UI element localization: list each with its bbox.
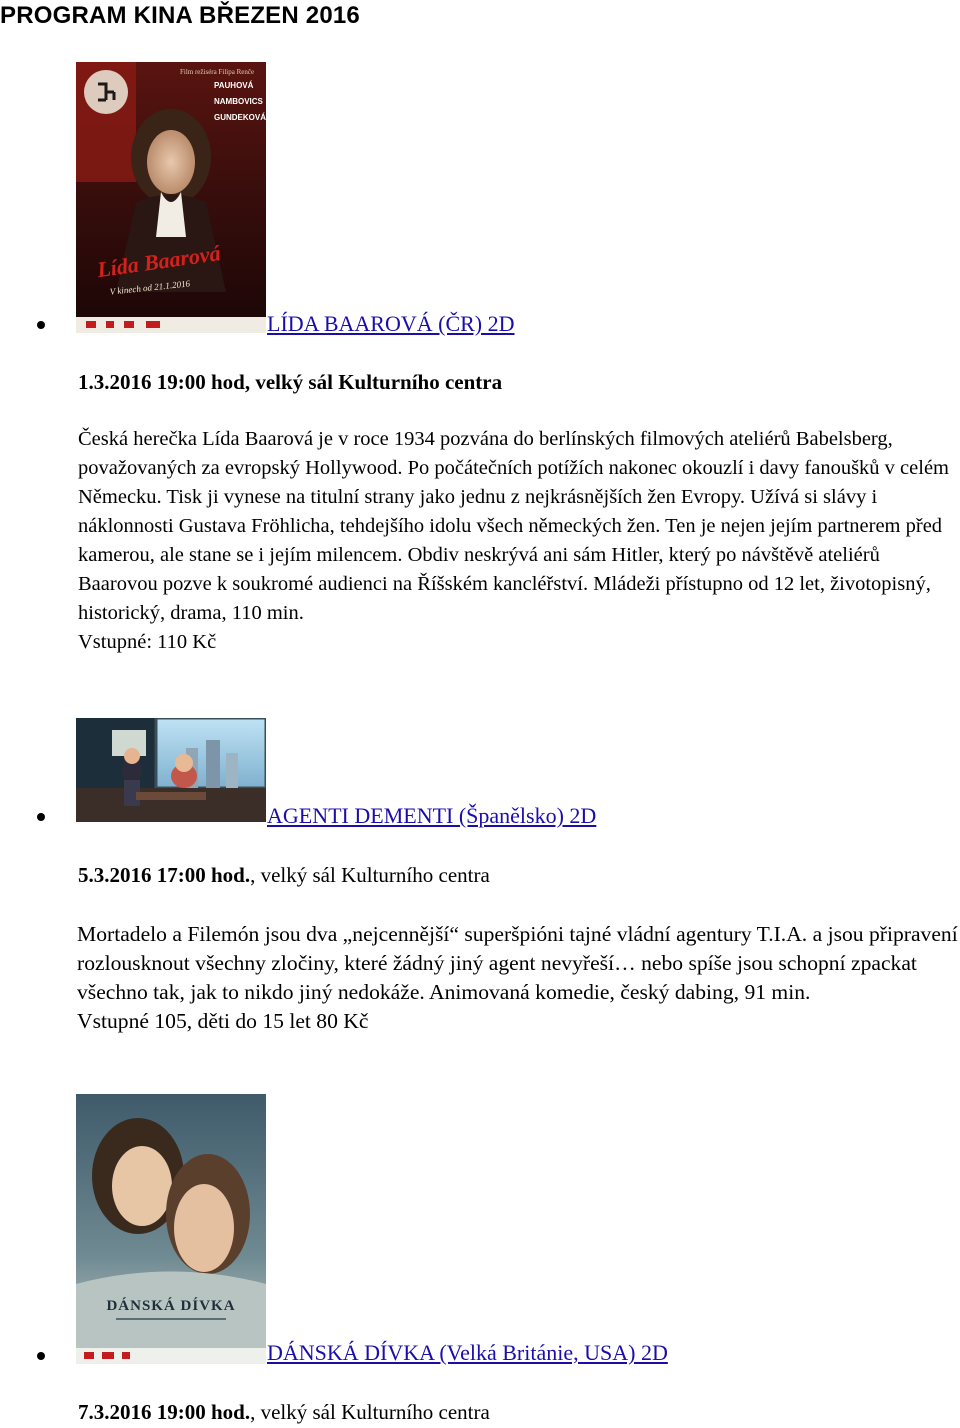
film-1-description: Česká herečka Lída Baarová je v roce 1934 pozvána do berlínských filmových ateliérů Babelsberg, považovaných za evropský Hollywood. Po počátečních potížích nakonec okouzlí i davy fanoušků v celém Německu. Tisk ji vynese na titulní strany jako jednu z nejkrásnějších žen Evropy. Užívá si slávy i náklonnosti Gustava Fröhlicha, tehdejšího idolu všech německých žen. Ten je nejen jejím partnerem před kamerou, ale stane se i jejím milencem. Obdiv neskrývá ani sám Hitler, který po návštěvě ateliérů Baarovou pozve k soukromé audienci na Říšském kancléřství. Mládeži přístupno od 12 let, životopisný, historický, drama, 110 min. <box>78 428 949 624</box>
film-2-bullet <box>37 813 45 821</box>
film-1-price: Vstupné: 110 Kč <box>78 631 217 653</box>
film-3-date-rest: , velký sál Kulturního centra <box>250 1400 490 1424</box>
film-2-description: Mortadelo a Filemón jsou dva „nejcennější“ superšpióni tajné vládní agentury T.I.A. a jsou připravení rozlousknout všechny zločiny, které žádný jiný agent nevyřeší… nebo spíše jsou schopní zpackat všechno tak, jak to nikdo jiný nedokáže. Animovaná komedie, český dabing, 91 min. <box>77 922 958 1004</box>
film-1-poster[interactable] <box>76 62 266 333</box>
film-1-title-link[interactable]: LÍDA BAAROVÁ (ČR) 2D <box>267 311 515 336</box>
film-1-poster-release: V kinech od 21.1.2016 <box>109 278 191 297</box>
film-1-date-bold: 1.3.2016 19:00 hod, velký sál Kulturního centra <box>78 370 503 394</box>
film-3-date-bold: 7.3.2016 19:00 hod. <box>78 1400 251 1424</box>
film-3-poster-title: DÁNSKÁ DÍVKA <box>106 1298 236 1314</box>
film-2-poster-image <box>76 718 266 822</box>
film-1-poster-cast-1: NAMBOVICS <box>214 97 263 106</box>
film-3-title-link[interactable]: DÁNSKÁ DÍVKA (Velká Británie, USA) 2D <box>267 1340 668 1365</box>
film-1-poster-cast-2: GUNDEKOVÁ <box>214 113 266 122</box>
film-3-poster[interactable] <box>76 1094 266 1364</box>
film-2-date-rest: , velký sál Kulturního centra <box>250 863 490 887</box>
film-1-date <box>78 369 502 395</box>
film-1-poster-cast-0: PAUHOVÁ <box>214 81 254 90</box>
film-1-poster-image <box>76 62 266 333</box>
film-3-bullet <box>37 1352 45 1360</box>
film-2-poster[interactable] <box>76 718 266 822</box>
film-2-date <box>78 862 490 888</box>
film-3-poster-image <box>76 1094 266 1364</box>
film-2-price: Vstupné 105, děti do 15 let 80 Kč <box>77 1009 369 1033</box>
film-3-date <box>78 1399 490 1425</box>
film-1-poster-top-text: Film režiséra Filipa Renče <box>180 68 255 76</box>
film-1-bullet <box>37 321 45 329</box>
page-title: PROGRAM KINA BŘEZEN 2016 <box>0 2 360 29</box>
film-1-poster-title: Lída Baarová <box>95 240 222 283</box>
film-2-date-bold: 5.3.2016 17:00 hod. <box>78 863 251 887</box>
film-1-description-block <box>78 425 960 657</box>
film-2-description-block <box>77 920 960 1036</box>
film-2-title-link[interactable]: AGENTI DEMENTI (Španělsko) 2D <box>267 803 597 828</box>
